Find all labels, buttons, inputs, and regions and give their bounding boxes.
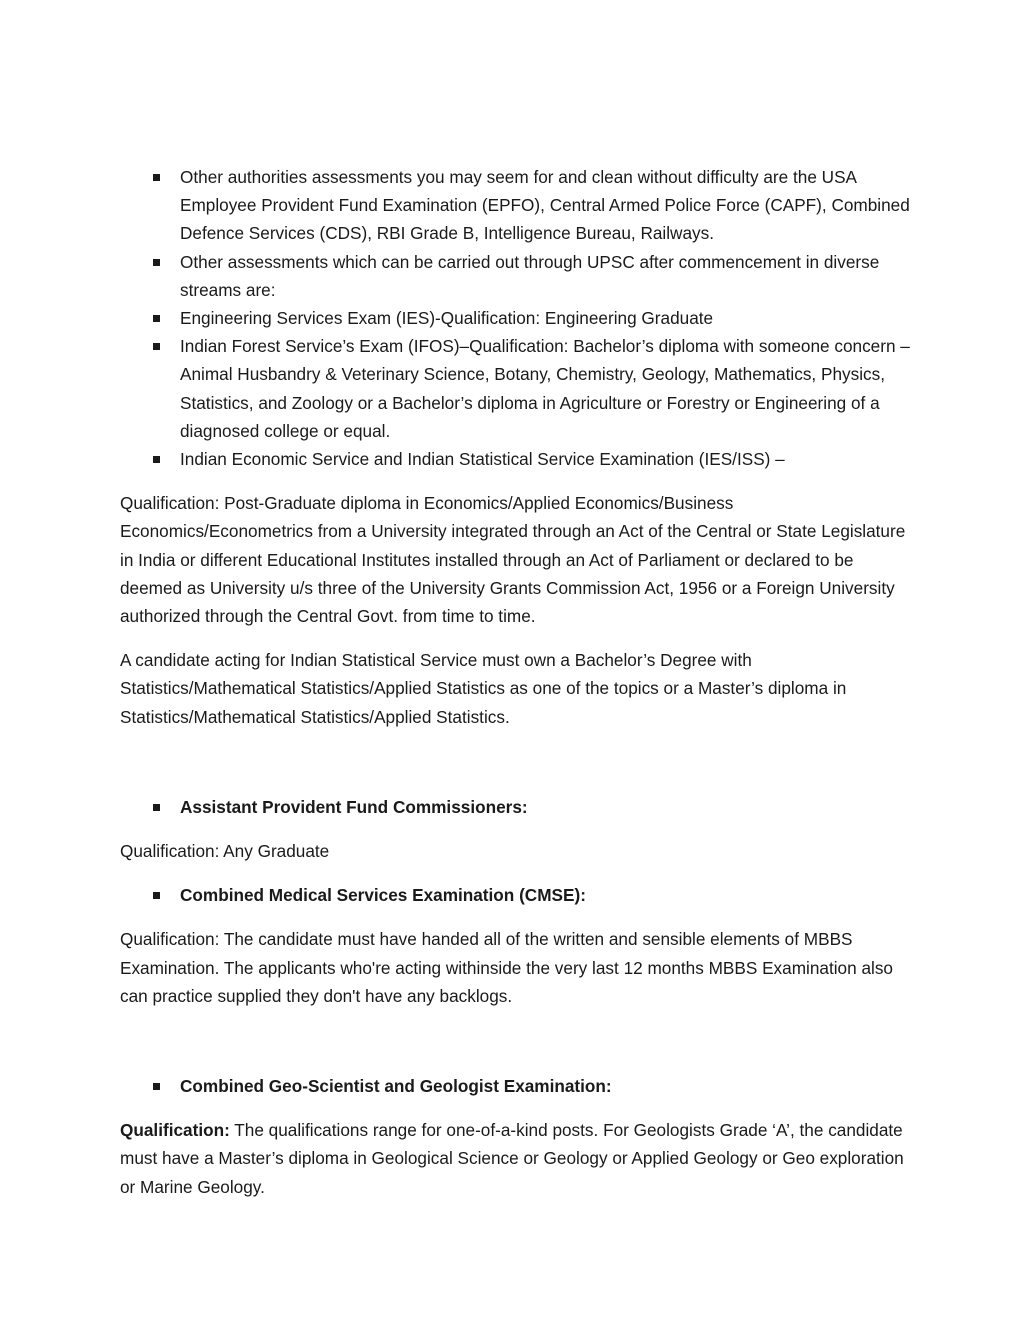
- list-item: [120, 793, 910, 821]
- cmse-heading: Combined Medical Services Examination (CMSE):: [180, 885, 586, 906]
- bullet-text: Indian Economic Service and Indian Statistical Service Examination (IES/ISS) –: [180, 449, 785, 470]
- apfc-qualification-paragraph: Qualification: Any Graduate: [120, 841, 330, 862]
- list-item: [120, 445, 910, 473]
- list-item: [120, 881, 910, 909]
- bullet-text: Engineering Services Exam (IES)-Qualification: Engineering Graduate: [180, 308, 714, 329]
- cmse-qualification-paragraph: Qualification: The candidate must have handed all of the written and sensible elements of MBBS Examination. The applicants who're acting withinside the very last 12 months MBBS Examination also can practice supplied they don't have any backlogs.: [120, 929, 893, 1006]
- square-bullet-icon: [153, 174, 160, 181]
- list-item: [120, 304, 910, 332]
- cmse-heading-list: [120, 881, 910, 909]
- square-bullet-icon: [153, 892, 160, 899]
- square-bullet-icon: [153, 259, 160, 266]
- list-item: [120, 332, 910, 445]
- square-bullet-icon: [153, 456, 160, 463]
- geo-qualification-paragraph: [120, 1116, 910, 1201]
- geo-heading: Combined Geo-Scientist and Geologist Examination:: [180, 1076, 612, 1097]
- bullet-text: Indian Forest Service’s Exam (IFOS)–Qualification: Bachelor’s diploma with someone concern – Animal Husbandry & Veterinary Science, Botany, Chemistry, Geology, Mathematics, Physics, Statistics, and Zoology or a Bachelor’s diploma in Agriculture or Forestry or Engineering of a diagnosed college or equal.: [180, 336, 910, 441]
- bullet-text: Other authorities assessments you may seem for and clean without difficulty are the USA Employee Provident Fund Examination (EPFO), Central Armed Police Force (CAPF), Combined Defence Services (CDS), RBI Grade B, Intelligence Bureau, Railways.: [180, 167, 910, 244]
- square-bullet-icon: [153, 315, 160, 322]
- geo-qualification-label: Qualification:: [120, 1120, 230, 1141]
- apfc-heading: Assistant Provident Fund Commissioners:: [180, 796, 528, 817]
- list-item: [120, 163, 910, 248]
- square-bullet-icon: [153, 1083, 160, 1090]
- intro-bullet-list: [120, 163, 910, 473]
- document-page: [120, 163, 910, 1201]
- list-item: [120, 1072, 910, 1100]
- square-bullet-icon: [153, 804, 160, 811]
- geo-heading-list: [120, 1072, 910, 1100]
- ies-iss-qualification-paragraph: Qualification: Post-Graduate diploma in Economics/Applied Economics/Business Economics/Econometrics from a University integrated through an Act of the Central or State Legislature in India or different Educational Institutes installed through an Act of Parliament or declared to be deemed as University u/s three of the University Grants Commission Act, 1956 or a Foreign University authorized through the Central Govt. from time to time.: [120, 493, 906, 627]
- iss-note-paragraph: A candidate acting for Indian Statistical Service must own a Bachelor’s Degree with Statistics/Mathematical Statistics/Applied Statistics as one of the topics or a Master’s diploma in Statistics/Mathematical Statistics/Applied Statistics.: [120, 650, 847, 727]
- apfc-heading-list: [120, 793, 910, 821]
- bullet-text: Other assessments which can be carried out through UPSC after commencement in diverse streams are:: [180, 251, 880, 300]
- geo-qualification-text: The qualifications range for one-of-a-kind posts. For Geologists Grade ‘A’, the candidate must have a Master’s diploma in Geological Science or Geology or Applied Geology or Geo exploration or Marine Geology.: [120, 1120, 904, 1197]
- list-item: [120, 248, 910, 304]
- square-bullet-icon: [153, 343, 160, 350]
